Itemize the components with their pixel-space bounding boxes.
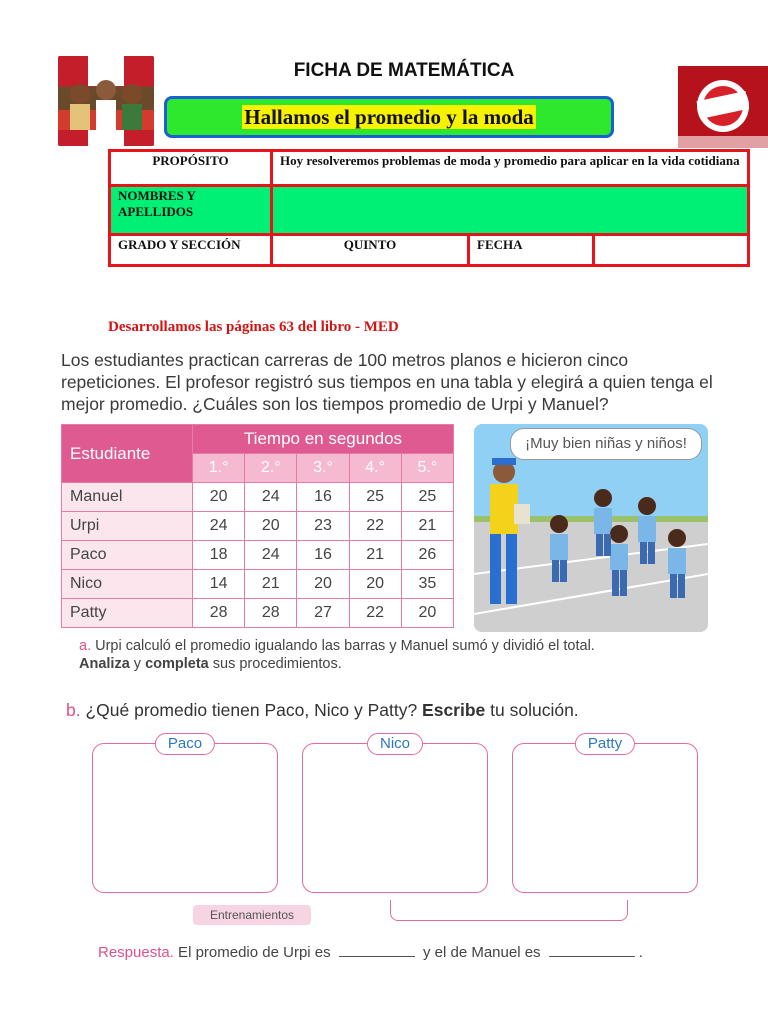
- speech-bubble: ¡Muy bien niñas y niños!: [510, 428, 702, 460]
- nombres-label: NOMBRES Y APELLIDOS: [110, 186, 272, 235]
- fecha-field[interactable]: [594, 235, 749, 266]
- column-header: 4.°: [349, 454, 401, 483]
- time-cell: 22: [349, 512, 401, 541]
- box-tag-paco: Paco: [155, 733, 215, 755]
- time-cell: 22: [349, 599, 401, 628]
- section-heading: Desarrollamos las páginas 63 del libro - MED: [108, 319, 399, 335]
- times-table: [61, 424, 454, 632]
- answer-box-nico[interactable]: [302, 735, 488, 893]
- proposito-label: PROPÓSITO: [110, 151, 272, 186]
- table-row: [62, 570, 454, 599]
- question-b-letter: b.: [66, 700, 81, 720]
- question-a-bold1: Analiza: [79, 656, 130, 672]
- answer-label: Respuesta.: [98, 944, 174, 961]
- column-header: 5.°: [401, 454, 453, 483]
- fecha-label: FECHA: [469, 235, 594, 266]
- time-cell: 21: [401, 512, 453, 541]
- nombres-field[interactable]: [272, 186, 749, 235]
- column-header: 2.°: [245, 454, 297, 483]
- time-cell: 18: [193, 541, 245, 570]
- partial-box: [390, 900, 628, 921]
- grado-label: GRADO Y SECCIÓN: [110, 235, 272, 266]
- student-info-table: [108, 149, 750, 267]
- training-chip: Entrenamientos: [193, 905, 311, 925]
- table-row: [62, 599, 454, 628]
- time-cell: 16: [297, 541, 349, 570]
- time-cell: 25: [401, 483, 453, 512]
- time-cell: 26: [401, 541, 453, 570]
- manuel-average-blank[interactable]: [549, 956, 635, 957]
- page-title: FICHA DE MATEMÁTICA: [293, 60, 515, 81]
- time-cell: 24: [245, 483, 297, 512]
- time-cell: 28: [245, 599, 297, 628]
- answer-box-paco[interactable]: [92, 735, 278, 893]
- student-header: Estudiante: [62, 425, 193, 483]
- time-cell: 20: [245, 512, 297, 541]
- answer-box-patty[interactable]: [512, 735, 698, 893]
- time-cell: 20: [349, 570, 401, 599]
- fiestas-patrias-logo-right: [678, 66, 768, 148]
- box-tag-nico: Nico: [367, 733, 423, 755]
- time-cell: 20: [401, 599, 453, 628]
- time-cell: 14: [193, 570, 245, 599]
- time-cell: 16: [297, 483, 349, 512]
- table-row: [62, 541, 454, 570]
- time-cell: 23: [297, 512, 349, 541]
- urpi-average-blank[interactable]: [339, 956, 415, 957]
- question-b-text: ¿Qué promedio tienen Paco, Nico y Patty?: [85, 700, 423, 720]
- proposito-text: Hoy resolveremos problemas de moda y promedio para aplicar en la vida cotidiana: [272, 151, 749, 186]
- time-cell: 35: [401, 570, 453, 599]
- time-cell: 20: [297, 570, 349, 599]
- time-cell: 28: [193, 599, 245, 628]
- grado-value: QUINTO: [272, 235, 469, 266]
- question-a: a. Urpi calculó el promedio igualando las barras y Manuel sumó y dividió el total. Analiza y completa sus procedimientos.: [79, 638, 595, 672]
- column-header: 3.°: [297, 454, 349, 483]
- table-row: [62, 512, 454, 541]
- question-a-letter: a.: [79, 638, 92, 654]
- table-row: [62, 483, 454, 512]
- student-name: Paco: [62, 541, 193, 570]
- question-b-bold: Escribe: [422, 700, 486, 720]
- time-cell: 21: [245, 570, 297, 599]
- topic-title: Hallamos el promedio y la moda: [244, 105, 534, 129]
- time-header: Tiempo en segundos: [193, 425, 454, 454]
- student-name: Patty: [62, 599, 193, 628]
- student-name: Manuel: [62, 483, 193, 512]
- student-name: Nico: [62, 570, 193, 599]
- answer-line: Respuesta. El promedio de Urpi es y el de Manuel es .: [98, 944, 643, 961]
- time-cell: 24: [193, 512, 245, 541]
- question-b: b. ¿Qué promedio tienen Paco, Nico y Patty? Escribe tu solución.: [66, 700, 579, 720]
- time-cell: 24: [245, 541, 297, 570]
- question-a-bold2: completa: [145, 656, 209, 672]
- topic-banner: [164, 96, 614, 138]
- problem-statement: Los estudiantes practican carreras de 100 metros planos e hicieron cinco repeticiones. El profesor registró sus tiempos en una tabla y elegirá a quien tenga el mejor promedio. ¿Cuáles son los tiempos promedio de Urpi y Manuel?: [61, 350, 713, 414]
- time-cell: 20: [193, 483, 245, 512]
- time-cell: 27: [297, 599, 349, 628]
- column-header: 1.°: [193, 454, 245, 483]
- box-tag-patty: Patty: [575, 733, 635, 755]
- question-a-text: Urpi calculó el promedio igualando las barras y Manuel sumó y dividió el total.: [95, 638, 595, 654]
- time-cell: 25: [349, 483, 401, 512]
- time-cell: 21: [349, 541, 401, 570]
- student-name: Urpi: [62, 512, 193, 541]
